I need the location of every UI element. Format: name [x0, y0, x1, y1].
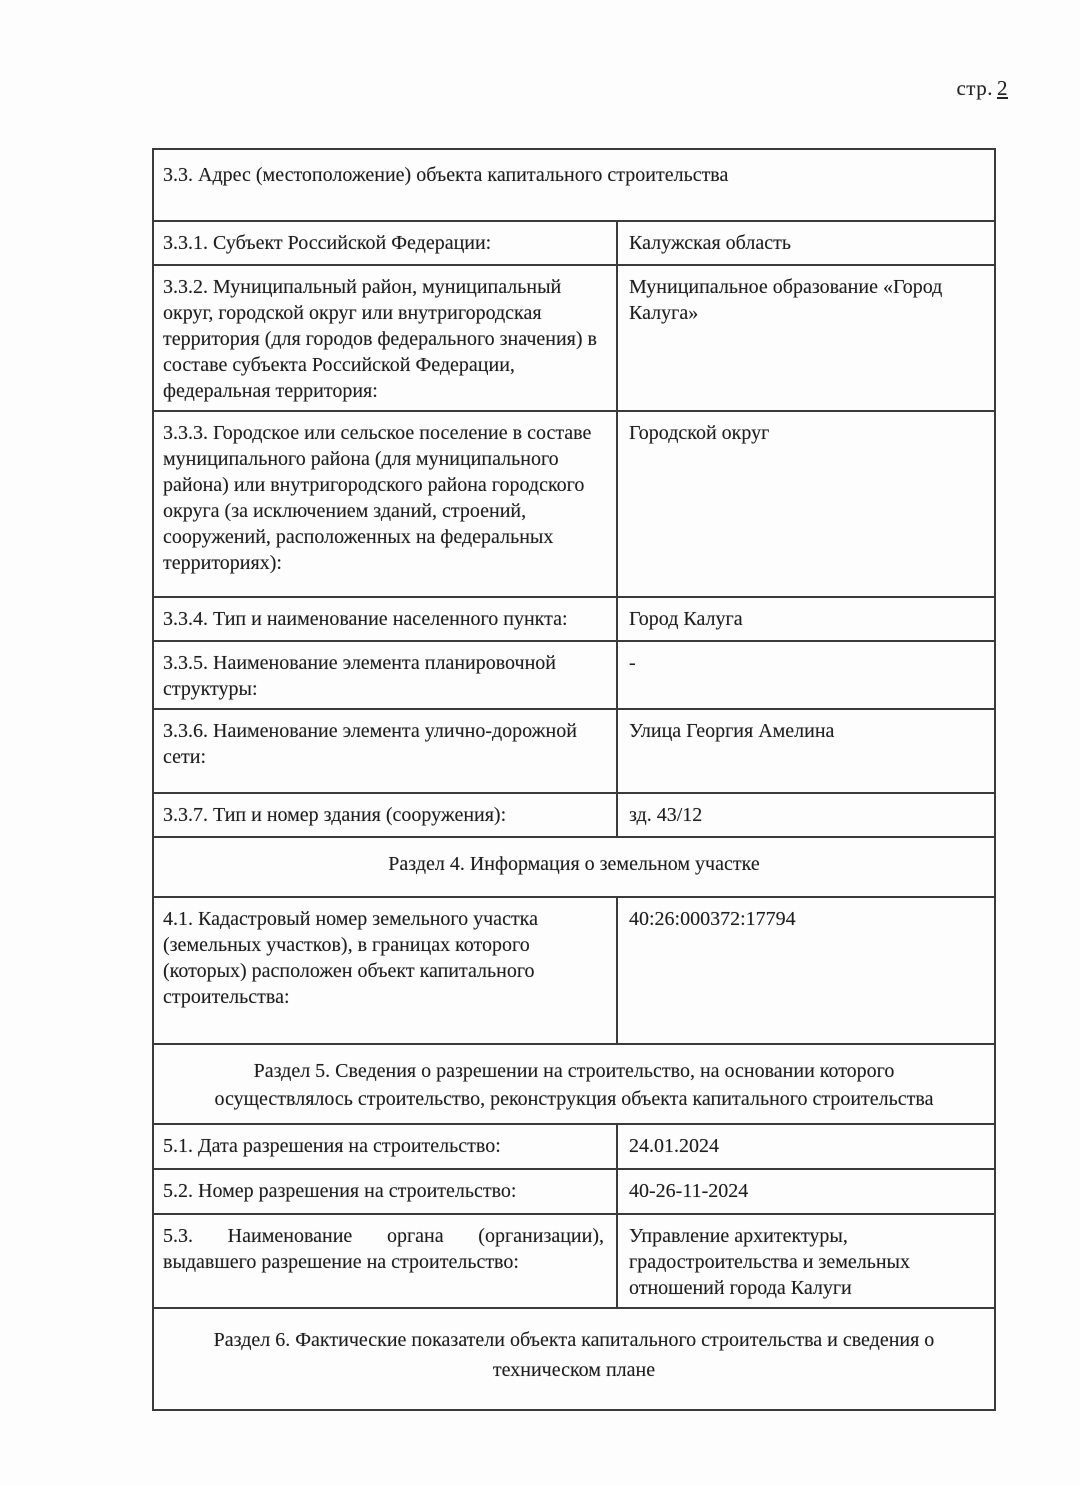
- row-title-text: 3.3. Адрес (местоположение) объекта капитального строительства: [163, 164, 729, 186]
- section-header-text: Раздел 5. Сведения о разрешении на строительство, на основании которого осуществлялось строительство, реконструкция объекта капитального строительства: [214, 1060, 934, 1110]
- row-value: 40:26:000372:17794: [616, 898, 994, 1043]
- row-label: 5.2. Номер разрешения на строительство:: [163, 1180, 517, 1202]
- row-label: 3.3.1. Субъект Российской Федерации:: [163, 232, 492, 254]
- row-value: 24.01.2024: [616, 1125, 994, 1168]
- row-section-6-header: [154, 1307, 994, 1409]
- row-value: -: [616, 642, 994, 708]
- row-5-2: [154, 1168, 994, 1213]
- row-value: Муниципальное образование «Город Калуга»: [616, 266, 994, 410]
- row-5-3: [154, 1213, 994, 1307]
- row-3-3-6: [154, 708, 994, 792]
- row-value: Городской округ: [616, 412, 994, 596]
- row-value: Улица Георгия Амелина: [616, 710, 994, 792]
- row-value: зд. 43/12: [616, 794, 994, 836]
- row-label: 5.3. Наименование органа (организации), выдавшего разрешение на строительство:: [163, 1225, 604, 1273]
- row-label: 3.3.5. Наименование элемента планировочной структуры:: [163, 652, 556, 700]
- document-table: [152, 148, 996, 1411]
- row-label: 3.3.7. Тип и номер здания (сооружения):: [163, 804, 507, 826]
- row-3-3-1: [154, 220, 994, 264]
- page-number-value: 2: [997, 76, 1008, 100]
- row-section-4-header: [154, 836, 994, 896]
- row-label: 5.1. Дата разрешения на строительство:: [163, 1135, 501, 1157]
- section-header-text: Раздел 4. Информация о земельном участке: [388, 853, 760, 875]
- row-label: 3.3.3. Городское или сельское поселение в составе муниципального района (для муниципального района) или внутригородского района городского округа (за исключением зданий, строений, сооружений, расположенных на федеральных территориях):: [163, 422, 592, 574]
- row-value: Город Калуга: [616, 598, 994, 640]
- row-address-title: [154, 150, 994, 220]
- row-label: 4.1. Кадастровый номер земельного участка (земельных участков), в границах которого (которых) расположен объект капитального строительства:: [163, 908, 538, 1008]
- row-label: 3.3.4. Тип и наименование населенного пункта:: [163, 608, 568, 630]
- page-number: [956, 76, 1008, 101]
- row-value: Калужская область: [616, 222, 994, 264]
- row-value: 40-26-11-2024: [616, 1170, 994, 1213]
- row-4-1: [154, 896, 994, 1043]
- row-label: 3.3.2. Муниципальный район, муниципальный округ, городской округ или внутригородская территория (для городов федерального значения) в составе субъекта Российской Федерации, федеральная территория:: [163, 276, 597, 402]
- row-label: 3.3.6. Наименование элемента улично-дорожной сети:: [163, 720, 577, 768]
- row-3-3-2: [154, 264, 994, 410]
- row-section-5-header: [154, 1043, 994, 1123]
- row-5-1: [154, 1123, 994, 1168]
- row-3-3-5: [154, 640, 994, 708]
- row-3-3-3: [154, 410, 994, 596]
- row-3-3-7: [154, 792, 994, 836]
- row-3-3-4: [154, 596, 994, 640]
- page-number-label: стр.: [956, 76, 993, 100]
- row-value: Управление архитектуры, градостроительства и земельных отношений города Калуги: [616, 1215, 994, 1307]
- section-header-text: Раздел 6. Фактические показатели объекта капитального строительства и сведения о техническом плане: [213, 1329, 935, 1381]
